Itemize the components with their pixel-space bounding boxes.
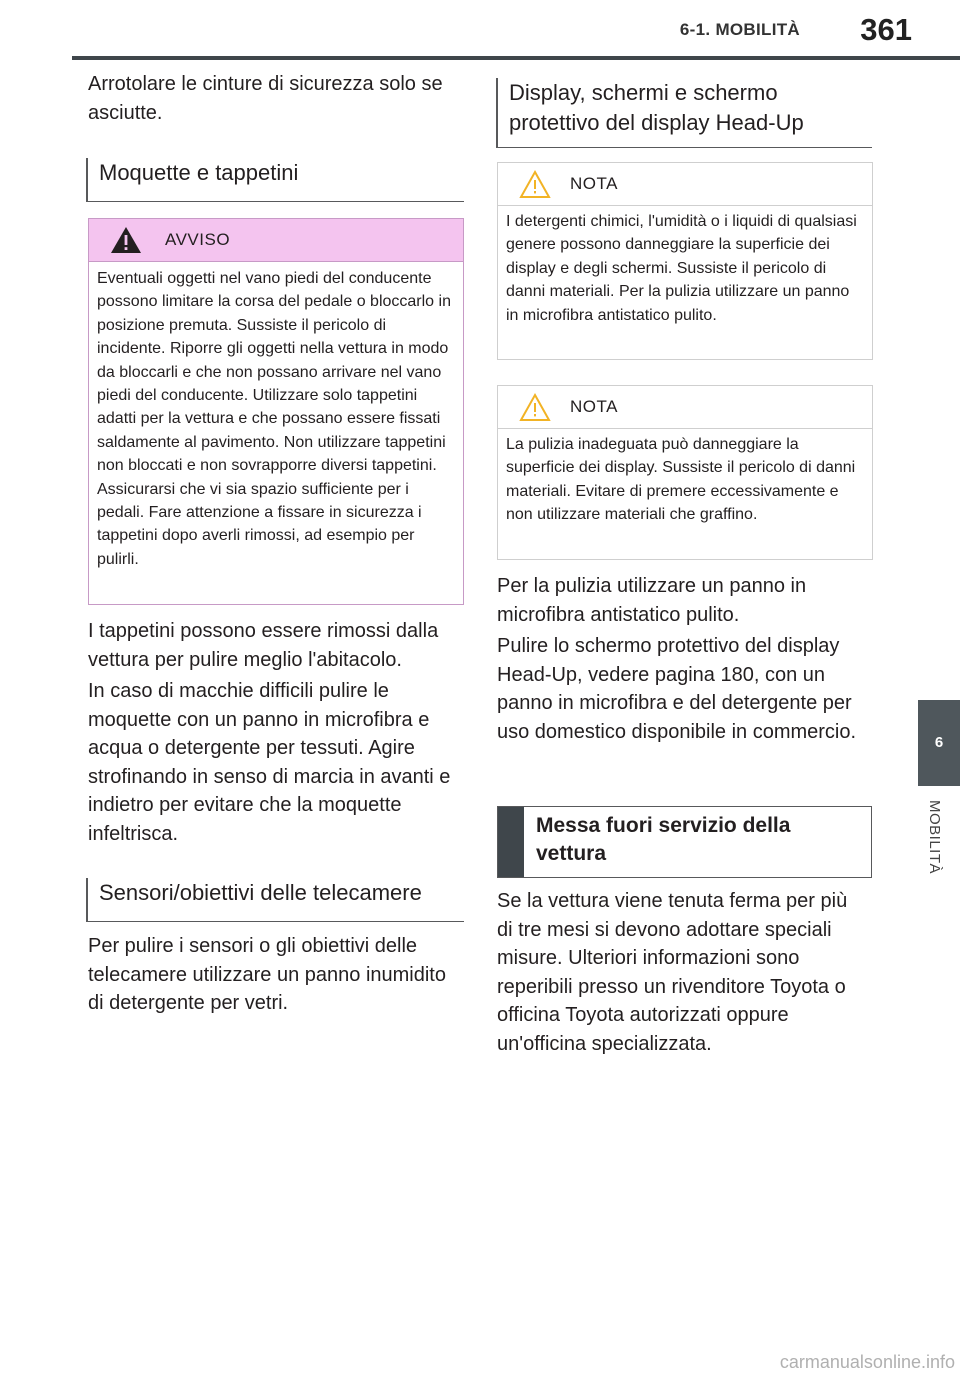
heading-display: Display, schermi e schermo protettivo del display Head-Up [496,78,872,148]
paragraph-cloth: Per la pulizia utilizzare un panno in microfibra antistatico pulito. [497,575,807,626]
chapter-tab-label [926,800,952,910]
header-rule [72,56,960,60]
warning-box [88,218,464,605]
paragraph-stains: In caso di macchie difficili pulire le moquette con un panno in microfibra e acqua o detergente per tessuti. Agire strofinando in senso di marcia in avanti e indietro per evitare che la moquette infeltrisca. [88,680,451,845]
heading-carpets: Moquette e tappetini [86,158,464,202]
chapter-tab-label-text: MOBILITÀ [926,800,943,875]
warning-title: AVVISO [165,230,231,249]
heading-storage [497,806,872,878]
warning-header [89,219,463,262]
note-text-1: I detergenti chimici, l'umidità o i liquidi di qualsiasi genere possono danneggiare la superficie dei display e degli schermi. Sussiste il pericolo di danni materiali. Per la pulizia utilizzare un panno in microfibra antistatico pulito. [506,213,857,324]
note-title-2: NOTA [570,397,618,416]
paragraph-storage: Se la vettura viene tenuta ferma per più di tre mesi si devono adottare speciali misure. Ulteriori informazioni sono reperibili presso un rivenditore Toyota o officina Toyota autorizzati oppure un'officina specializzata. [497,890,848,1055]
heading-storage-text: Messa fuori servizio della vettura [536,814,791,865]
page-number: 361 [860,12,912,47]
chapter-tab-number: 6 [934,734,944,751]
paragraph-sensors: Per pulire i sensori o gli obiettivi delle telecamere utilizzare un panno inumidito di detergente per vetri. [88,935,446,1014]
caution-triangle-icon [518,392,552,422]
caution-triangle-icon [518,169,552,199]
section-title: 6-1. MOBILITÀ [679,20,800,39]
heading-storage-bar [498,807,524,877]
paragraph-headup: Pulire lo schermo protettivo del display Head-Up, vedere pagina 180, con un panno in microfibra e del detergente per uso domestico disponibile in commercio. [497,635,857,743]
note-box-1 [497,162,873,360]
warning-text: Eventuali oggetti nel vano piedi del conducente possono limitare la corsa del pedale o bloccarlo in posizione premuta. Sussiste il pericolo di incidente. Riporre gli oggetti nella vettura in modo da bloccarli e che non possano arrivare nel vano piedi del conducente. Utilizzare solo tappetini adatti per la vettura e che possano essere fissati saldamente al pavimento. Non utilizzare tappetini non bloccati e non sovrapporre diversi tappetini. Assicurarsi che vi sia spazio sufficiente per i pedali. Fare attenzione a fissare in sicurezza i tappetini dopo averli rimossi, ad esempio per pulirli. [97,270,451,568]
warning-triangle-icon [109,225,143,255]
watermark: carmanualsonline.info [779,1352,955,1372]
note-text-2: La pulizia inadeguata può danneggiare la superficie dei display. Sussiste il pericolo di danni materiali. Evitare di premere eccessivamente e non utilizzare materiali che graffino. [506,436,856,524]
note-header-1 [498,163,872,206]
heading-sensors: Sensori/obiettivi delle telecamere [86,878,464,922]
note-title-1: NOTA [570,174,618,193]
note-header-2 [498,386,872,429]
intro-paragraph: Arrotolare le cinture di sicurezza solo se asciutte. [88,73,443,124]
note-box-2 [497,385,873,560]
paragraph-mats: I tappetini possono essere rimossi dalla vettura per pulire meglio l'abitacolo. [88,620,439,671]
